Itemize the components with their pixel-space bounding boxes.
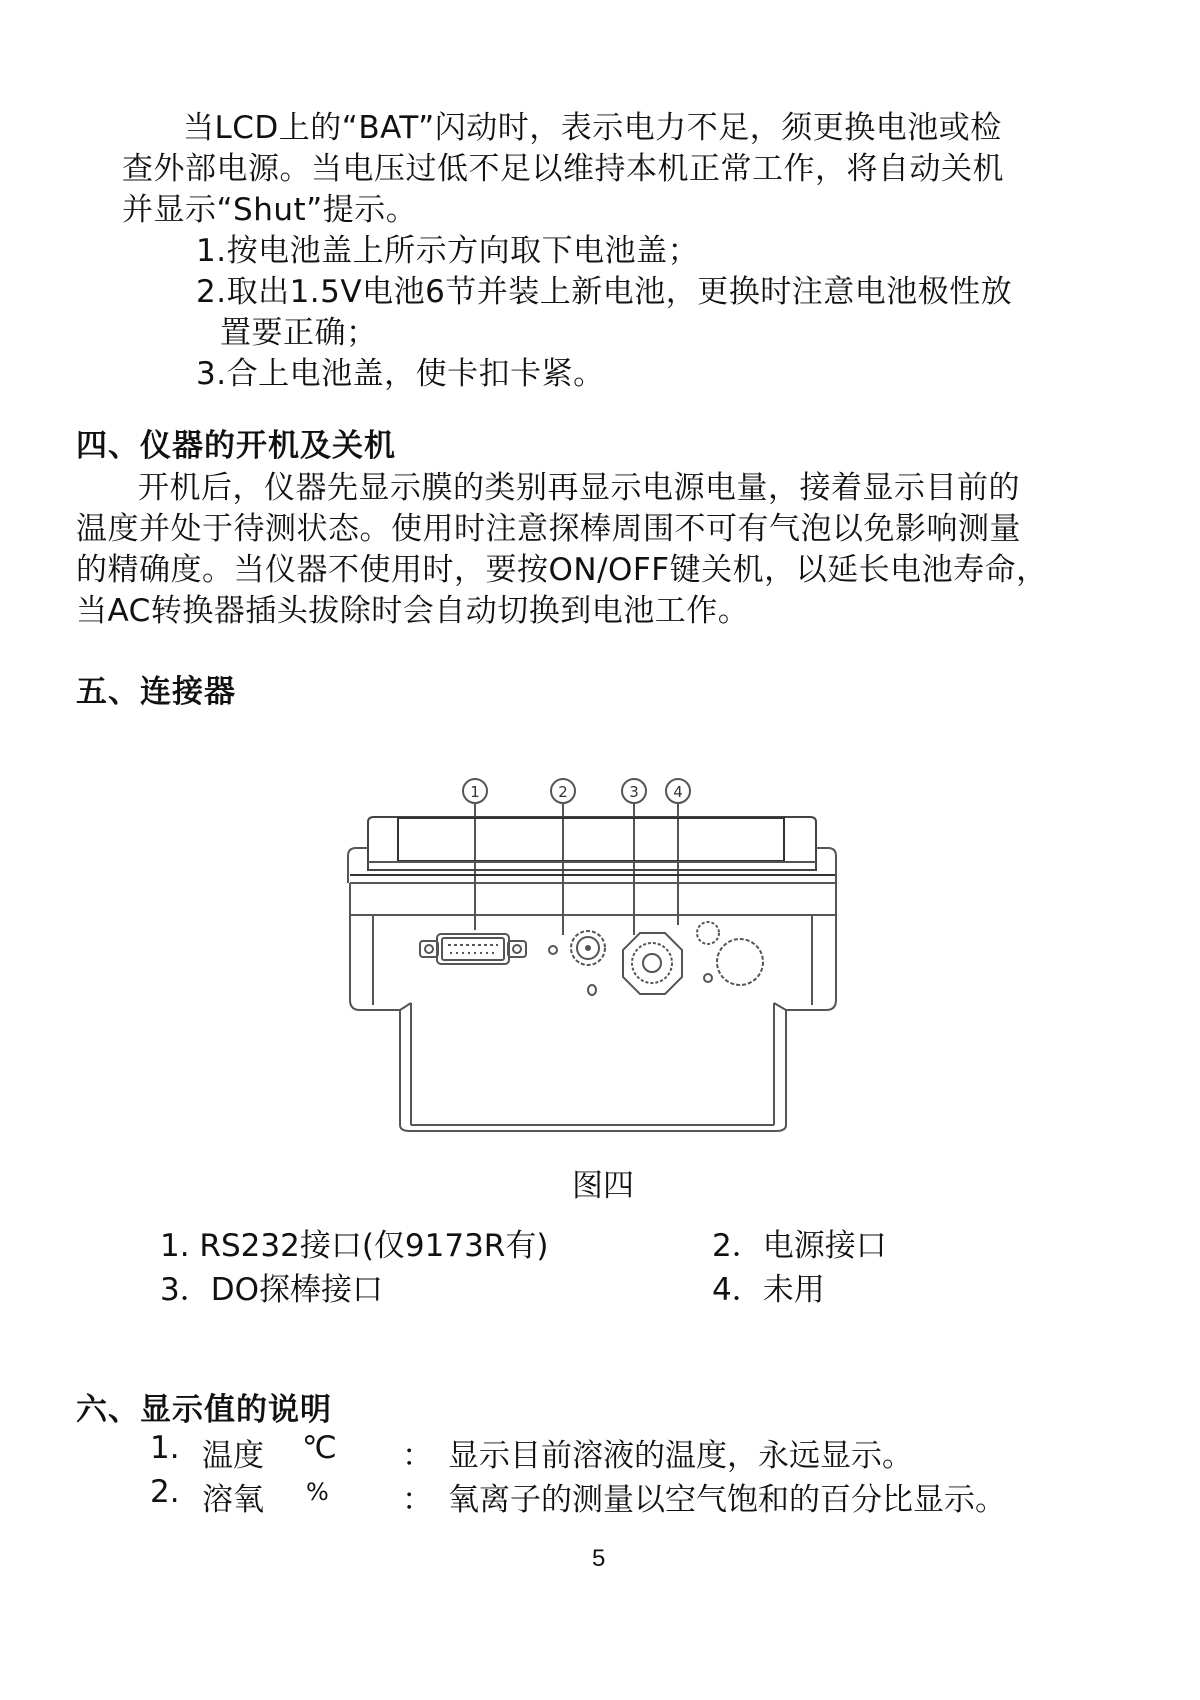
row-2-unit: % <box>306 1478 329 1506</box>
legend-item-2: 2．电源接口 <box>712 1228 887 1264</box>
battery-para-line-2: 查外部电源。当电压过低不足以维持本机正常工作，将自动关机 <box>122 151 1004 187</box>
section-6-heading: 六、显示值的说明 <box>76 1392 332 1428</box>
row-2-separator: ： <box>402 1482 433 1518</box>
legend-item-4: 4．未用 <box>712 1272 825 1308</box>
unused-port-icon <box>697 922 719 944</box>
battery-step-3: 3.合上电池盖，使卡扣卡紧。 <box>196 356 605 392</box>
battery-para-line-3: 并显示“Shut”提示。 <box>122 192 418 228</box>
callout-label-4: 4 <box>673 783 683 801</box>
rs232-port-icon <box>420 934 526 964</box>
row-2-name: 溶氧 <box>202 1482 264 1518</box>
row-1-number: 1. <box>150 1430 180 1466</box>
page-number: 5 <box>592 1545 606 1572</box>
power-jack-icon <box>571 931 605 965</box>
section-4-line-2: 温度并处于待测状态。使用时注意探棒周围不可有气泡以免影响测量 <box>76 511 1021 547</box>
row-1-name: 温度 <box>202 1438 264 1474</box>
battery-para-line-1: 当LCD上的“BAT”闪动时，表示电力不足，须更换电池或检 <box>183 110 1002 146</box>
row-1-description: 显示目前溶液的温度，永远显示。 <box>448 1438 913 1474</box>
callout-label-2: 2 <box>558 783 568 801</box>
legend-item-3: 3．DO探棒接口 <box>160 1272 383 1308</box>
section-4-line-1: 开机后，仪器先显示膜的类别再显示电源电量，接着显示目前的 <box>138 470 1020 506</box>
figure-caption: 图四 <box>572 1168 634 1204</box>
callout-label-3: 3 <box>629 783 639 801</box>
battery-step-1: 1.按电池盖上所示方向取下电池盖； <box>196 233 700 269</box>
do-probe-port-icon <box>623 933 682 994</box>
callout-1-icon <box>463 779 487 930</box>
row-2-description: 氧离子的测量以空气饱和的百分比显示。 <box>448 1482 1006 1518</box>
callout-2-icon <box>551 779 575 935</box>
callout-3-icon <box>622 779 646 935</box>
battery-step-2-cont: 置要正确； <box>220 315 378 351</box>
legend-item-1: 1. RS232接口(仅9173R有) <box>160 1228 549 1264</box>
row-1-separator: ： <box>402 1438 433 1474</box>
row-2-number: 2. <box>150 1474 180 1510</box>
callout-label-1: 1 <box>470 783 480 801</box>
section-4-heading: 四、仪器的开机及关机 <box>76 428 396 464</box>
section-4-line-3: 的精确度。当仪器不使用时，要按ON/OFF键关机，以延长电池寿命， <box>76 552 1048 588</box>
section-5-heading: 五、连接器 <box>76 674 236 710</box>
battery-step-2: 2.取出1.5V电池6节并装上新电池，更换时注意电池极性放 <box>196 274 1013 310</box>
section-4-line-4: 当AC转换器插头拔除时会自动切换到电池工作。 <box>76 593 750 629</box>
row-1-unit: ℃ <box>302 1430 337 1466</box>
